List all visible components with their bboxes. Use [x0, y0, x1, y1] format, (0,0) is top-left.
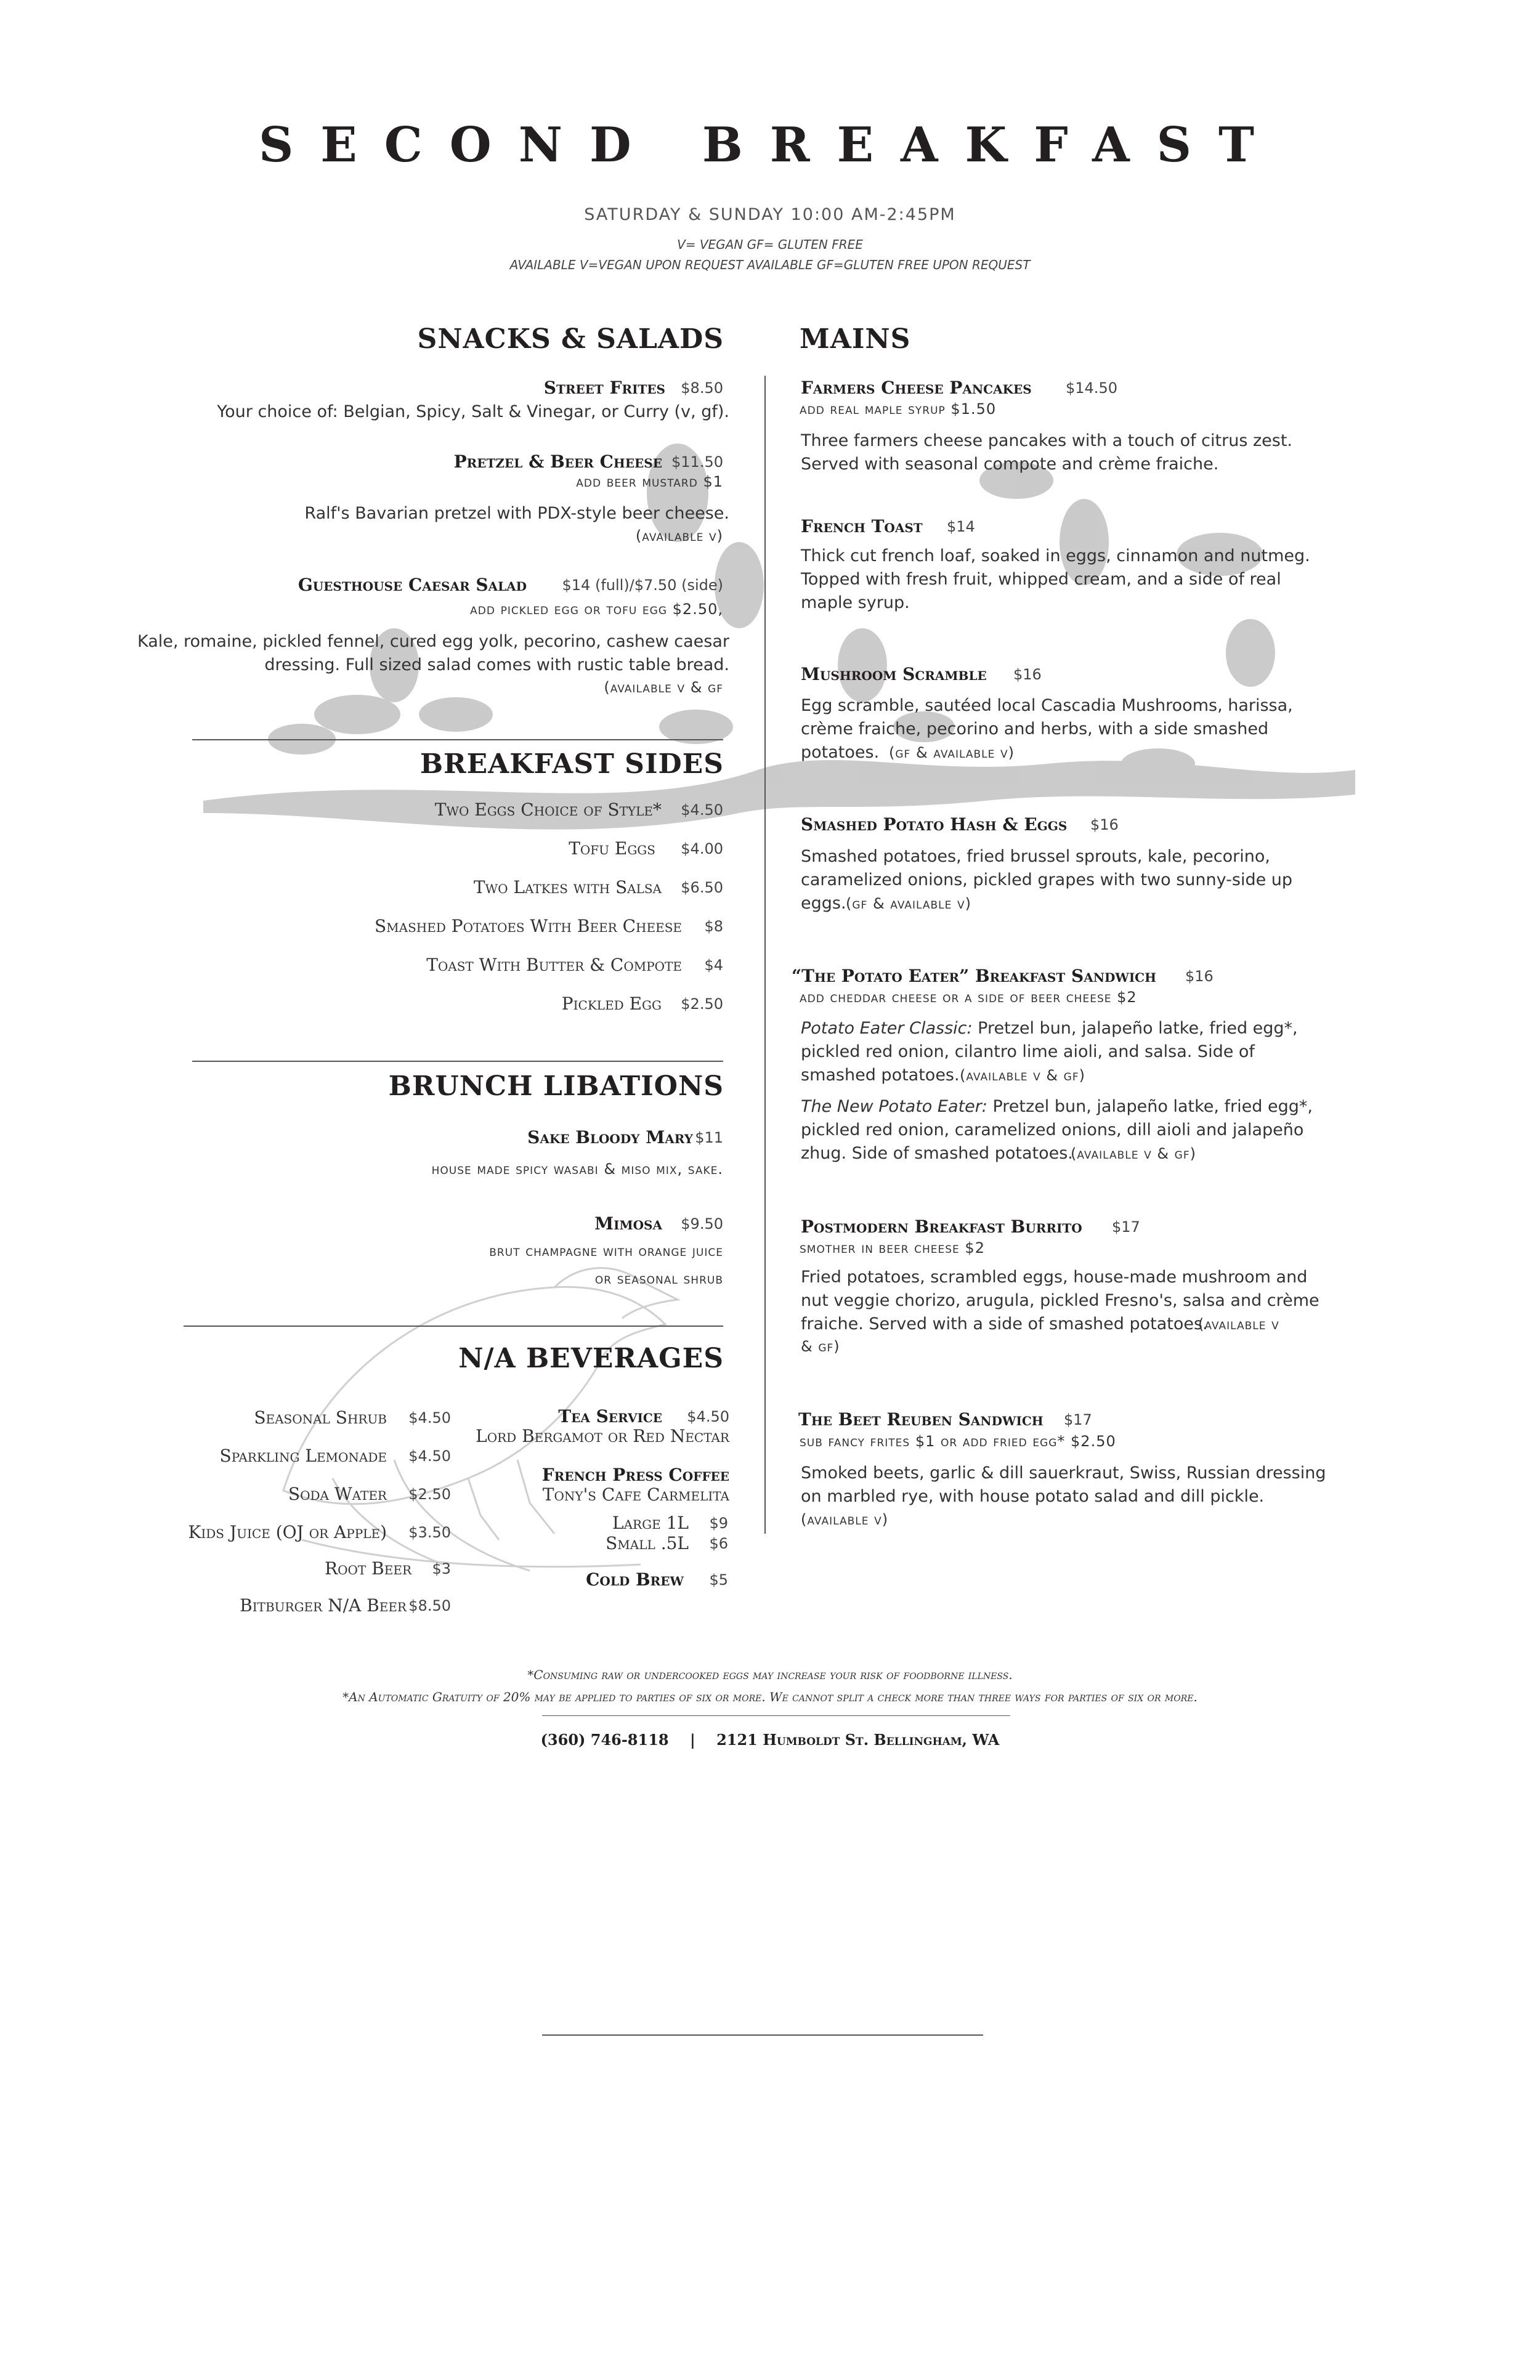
divider-libations: [184, 1326, 723, 1327]
coffee-small: Small .5L: [606, 1533, 689, 1553]
desc-street-frites: Your choice of: Belgian, Spicy, Salt & Vinegar, or Curry (v, gf).: [217, 402, 729, 421]
heading-breakfast-sides: BREAKFAST SIDES: [419, 748, 724, 780]
addon-pretzel: add beer mustard $1: [576, 473, 723, 490]
desc-burrito-2: nut veggie chorizo, arugula, pickled Fresno's, salsa and crème: [801, 1291, 1319, 1310]
tag-mushroom: (gf & available v): [889, 744, 1015, 761]
side-price: $6.50: [681, 879, 723, 896]
desc-mushroom-3: potatoes.: [801, 743, 880, 762]
desc-french-toast-1: Thick cut french loaf, soaked in eggs, cinnamon and nutmeg.: [801, 546, 1310, 565]
desc-pancakes-1: Three farmers cheese pancakes with a touch of citrus zest.: [801, 431, 1292, 450]
price-mimosa: $9.50: [681, 1215, 723, 1232]
tag-burrito-2: & gf): [801, 1338, 840, 1355]
addon-caesar: add pickled egg or tofu egg $2.50,: [470, 601, 723, 618]
desc-potato-new-1: [801, 1095, 1313, 1119]
desc-hash-3: eggs.: [801, 894, 846, 913]
item-street-frites: Street Frites: [543, 378, 665, 398]
item-pretzel: Pretzel & Beer Cheese: [453, 451, 662, 472]
desc-sake-bloody-mary: house made spicy wasabi & miso mix, sake.: [431, 1160, 723, 1178]
na-item-price: $8.50: [408, 1597, 451, 1614]
item-beet-reuben: The Beet Reuben Sandwich: [798, 1409, 1044, 1430]
price-street-frites: $8.50: [681, 379, 723, 397]
desc-potato-classic-3: smashed potatoes.: [801, 1066, 960, 1085]
text-potato-new: Pretzel bun, jalapeño latke, fried egg*,: [987, 1097, 1313, 1116]
price-caesar: $14 (full)/$7.50 (side): [562, 577, 723, 594]
text-potato-classic: Pretzel bun, jalapeño latke, fried egg*,: [972, 1019, 1298, 1038]
item-mimosa: Mimosa: [594, 1213, 662, 1234]
contact-separator: |: [689, 1731, 695, 1749]
tag-caesar: (available v & gf: [604, 679, 723, 696]
price-farmers-cheese-pancakes: $14.50: [1066, 379, 1117, 397]
side-name: Toast With Butter & Compote: [426, 955, 682, 975]
item-smashed-potato-hash: Smashed Potato Hash & Eggs: [801, 814, 1068, 835]
item-french-toast: French Toast: [801, 516, 923, 536]
price-sake-bloody-mary: $11: [695, 1129, 723, 1146]
divider-sides: [192, 1061, 723, 1062]
footnote-gratuity: *An Automatic Gratuity of 20% may be applied to parties of six or more. We cannot split a check more than three ways for parties of six or more.: [342, 1690, 1198, 1704]
label-potato-classic: Potato Eater Classic:: [801, 1019, 973, 1038]
tag-hash: (gf & available v): [846, 895, 972, 912]
tag-burrito-1: (available v: [1198, 1316, 1279, 1333]
item-farmers-cheese-pancakes: Farmers Cheese Pancakes: [801, 378, 1032, 398]
side-price: $4: [704, 957, 723, 974]
item-tea-service: Tea Service: [558, 1406, 662, 1427]
footnote-eggs: *Consuming raw or undercooked eggs may increase your risk of foodborne illness.: [527, 1667, 1013, 1682]
footer-rule: [542, 1715, 1010, 1716]
diet-legend-available: AVAILABLE V=VEGAN UPON REQUEST AVAILABLE GF=GLUTEN FREE UPON REQUEST: [509, 257, 1031, 272]
tag-reuben: (available v): [801, 1511, 889, 1528]
addon-potato-eater: add cheddar cheese or a side of beer cheese $2: [800, 989, 1137, 1006]
sub-french-press: Tony's Cafe Carmelita: [542, 1484, 729, 1505]
na-item-name: Sparkling Lemonade: [219, 1446, 387, 1466]
desc-pancakes-2: Served with seasonal compote and crème fraiche.: [801, 455, 1219, 474]
side-name: Two Latkes with Salsa: [473, 877, 662, 897]
phone-number: (360) 746-8118: [540, 1731, 669, 1749]
price-breakfast-burrito: $17: [1112, 1218, 1140, 1236]
heading-mains: MAINS: [800, 323, 911, 355]
desc-potato-new-3: zhug. Side of smashed potatoes.: [801, 1144, 1073, 1163]
item-breakfast-burrito: Postmodern Breakfast Burrito: [801, 1216, 1082, 1237]
diet-legend: V= VEGAN GF= GLUTEN FREE: [677, 237, 863, 252]
coffee-large-price: $9: [709, 1515, 728, 1532]
desc-french-toast-2: Topped with fresh fruit, whipped cream, and a side of real: [801, 570, 1281, 589]
price-smashed-potato-hash: $16: [1090, 816, 1119, 833]
side-price: $2.50: [681, 995, 723, 1013]
item-mushroom-scramble: Mushroom Scramble: [801, 664, 987, 684]
desc-potato-classic-2: pickled red onion, cilantro lime aioli, and salsa. Side of: [801, 1042, 1255, 1061]
desc-mushroom-1: Egg scramble, sautéed local Cascadia Mushrooms, harissa,: [801, 696, 1293, 715]
divider-snacks: [192, 739, 723, 740]
side-name: Two Eggs Choice of Style*: [434, 799, 662, 820]
addon-burrito: smother in beer cheese $2: [800, 1239, 985, 1257]
item-caesar: Guesthouse Caesar Salad: [298, 575, 527, 595]
desc-burrito-1: Fried potatoes, scrambled eggs, house-made mushroom and: [801, 1268, 1308, 1287]
na-item-name: Root Beer: [325, 1558, 411, 1579]
price-french-toast: $14: [947, 518, 975, 535]
side-price: $4.50: [681, 801, 723, 819]
item-french-press: French Press Coffee: [541, 1465, 729, 1485]
side-price: $4.00: [681, 840, 723, 857]
desc-hash-1: Smashed potatoes, fried brussel sprouts, kale, pecorino,: [801, 847, 1270, 866]
na-item-price: $3.50: [408, 1524, 451, 1541]
sub-tea-service: Lord Bergamot or Red Nectar: [476, 1426, 729, 1446]
addon-pancakes: add real maple syrup $1.50: [800, 400, 997, 418]
price-potato-eater: $16: [1185, 968, 1214, 985]
tag-potato-classic: (available v & gf): [960, 1067, 1086, 1084]
na-item-name: Soda Water: [288, 1484, 387, 1504]
desc-caesar-2: dressing. Full sized salad comes with rustic table bread.: [264, 655, 729, 674]
na-item-price: $3: [432, 1560, 451, 1577]
addon-beet-reuben: sub fancy frites $1 or add fried egg* $2.50: [800, 1433, 1116, 1450]
side-name: Tofu Eggs: [569, 838, 655, 859]
na-item-name: Seasonal Shrub: [254, 1407, 387, 1428]
heading-na-beverages: N/A BEVERAGES: [458, 1343, 724, 1374]
na-item-name: Bitburger N/A Beer: [240, 1595, 407, 1616]
coffee-small-price: $6: [709, 1535, 728, 1552]
desc-potato-classic-1: [801, 1017, 1298, 1040]
price-pretzel: $11.50: [671, 453, 723, 471]
price-beet-reuben: $17: [1064, 1411, 1092, 1428]
side-name: Pickled Egg: [561, 994, 662, 1014]
side-name: Smashed Potatoes With Beer Cheese: [374, 916, 682, 936]
hours-text: SATURDAY & SUNDAY 10:00 AM-2:45PM: [584, 205, 956, 224]
desc-burrito-3: fraiche. Served with a side of smashed potatoes.: [801, 1314, 1208, 1334]
desc-mimosa-2: or seasonal shrub: [594, 1270, 723, 1287]
desc-mimosa-1: brut champagne with orange juice: [489, 1242, 723, 1260]
tag-potato-new: (available v & gf): [1071, 1145, 1197, 1162]
item-potato-eater: “The Potato Eater” Breakfast Sandwich: [792, 966, 1156, 986]
desc-reuben-2: on marbled rye, with house potato salad and dill pickle.: [801, 1487, 1265, 1506]
heading-snacks-salads: SNACKS & SALADS: [417, 323, 724, 355]
desc-mushroom-2: crème fraiche, pecorino and herbs, with a side smashed: [801, 719, 1269, 739]
desc-french-toast-3: maple syrup.: [801, 593, 910, 612]
address: 2121 Humboldt St. Bellingham, WA: [716, 1731, 1000, 1749]
na-item-price: $4.50: [408, 1409, 451, 1427]
na-item-name: Kids Juice (OJ or Apple): [188, 1522, 387, 1542]
contact-line: [0, 1731, 1540, 1749]
item-sake-bloody-mary: Sake Bloody Mary: [527, 1127, 693, 1148]
side-price: $8: [704, 918, 723, 935]
label-potato-new: The New Potato Eater:: [801, 1097, 987, 1116]
desc-potato-new-2: pickled red onion, caramelized onions, dill aioli and jalapeño: [801, 1120, 1304, 1139]
na-item-price: $4.50: [408, 1447, 451, 1465]
desc-pretzel: Ralf's Bavarian pretzel with PDX-style beer cheese.: [304, 504, 729, 523]
desc-hash-2: caramelized onions, pickled grapes with two sunny-side up: [801, 870, 1293, 889]
tag-pretzel: (available v): [635, 527, 723, 544]
bottom-rule: [542, 2034, 983, 2036]
column-divider: [764, 376, 766, 1534]
item-cold-brew: Cold Brew: [586, 1569, 684, 1590]
heading-brunch-libations: BRUNCH LIBATIONS: [388, 1071, 724, 1102]
desc-caesar-1: Kale, romaine, pickled fennel, cured egg yolk, pecorino, cashew caesar: [137, 632, 729, 651]
price-cold-brew: $5: [709, 1571, 728, 1589]
coffee-large: Large 1L: [612, 1513, 689, 1533]
na-item-price: $2.50: [408, 1486, 451, 1503]
price-tea-service: $4.50: [687, 1408, 729, 1425]
desc-reuben-1: Smoked beets, garlic & dill sauerkraut, Swiss, Russian dressing: [801, 1463, 1326, 1483]
price-mushroom-scramble: $16: [1013, 666, 1042, 683]
menu-title: SECOND BREAKFAST: [258, 117, 1282, 173]
